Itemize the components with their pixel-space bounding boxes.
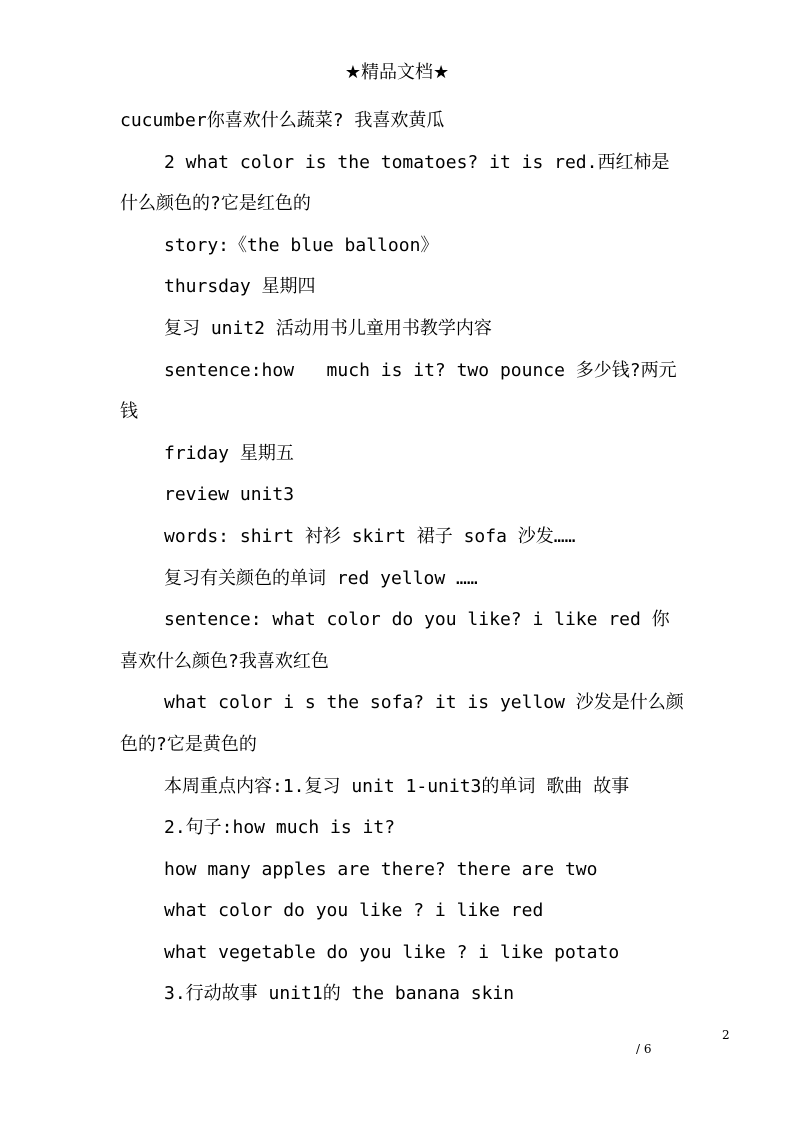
page-number: 2 <box>722 1028 730 1042</box>
paragraph-11: sentence: what color do you like? i like red 你喜欢什么颜色?我喜欢红色 <box>120 609 670 672</box>
paragraph-18: 3.行动故事 unit1的 the banana skin <box>164 983 515 1005</box>
paragraph-17: what vegetable do you like ? i like potato <box>164 941 620 963</box>
paragraph-8: review unit3 <box>164 484 295 506</box>
paragraph-9: words: shirt 衬衫 skirt 裙子 sofa 沙发…… <box>164 525 576 547</box>
paragraph-13: 本周重点内容:1.复习 unit 1-unit3的单词 歌曲 故事 <box>164 775 630 797</box>
paragraph-1: cucumber你喜欢什么蔬菜? 我喜欢黄瓜 <box>120 110 445 131</box>
page-total: / 6 <box>636 1042 652 1056</box>
paragraph-16: what color do you like ? i like red <box>164 900 544 922</box>
paragraph-14: 2.句子:how much is it? <box>164 817 396 839</box>
page-header-title: ★精品文档★ <box>344 62 450 83</box>
paragraph-2: 2 what color is the tomatoes? it is red.西红柿是什么颜色的?它是红色的 <box>120 151 670 215</box>
paragraph-15: how many apples are there? there are two <box>164 858 598 880</box>
paragraph-4: thursday 星期四 <box>164 276 316 298</box>
paragraph-5: 复习 unit2 活动用书儿童用书教学内容 <box>164 317 492 339</box>
paragraph-3: story:《the blue balloon》 <box>164 234 439 256</box>
document-body <box>120 100 686 1015</box>
paragraph-6: sentence:how much is it? two pounce 多少钱?两元钱 <box>120 359 677 423</box>
paragraph-10: 复习有关颜色的单词 red yellow …… <box>164 567 478 589</box>
paragraph-12: what color i s the sofa? it is yellow 沙发是什么颜色的?它是黄色的 <box>120 692 684 755</box>
paragraph-7: friday 星期五 <box>164 442 294 464</box>
